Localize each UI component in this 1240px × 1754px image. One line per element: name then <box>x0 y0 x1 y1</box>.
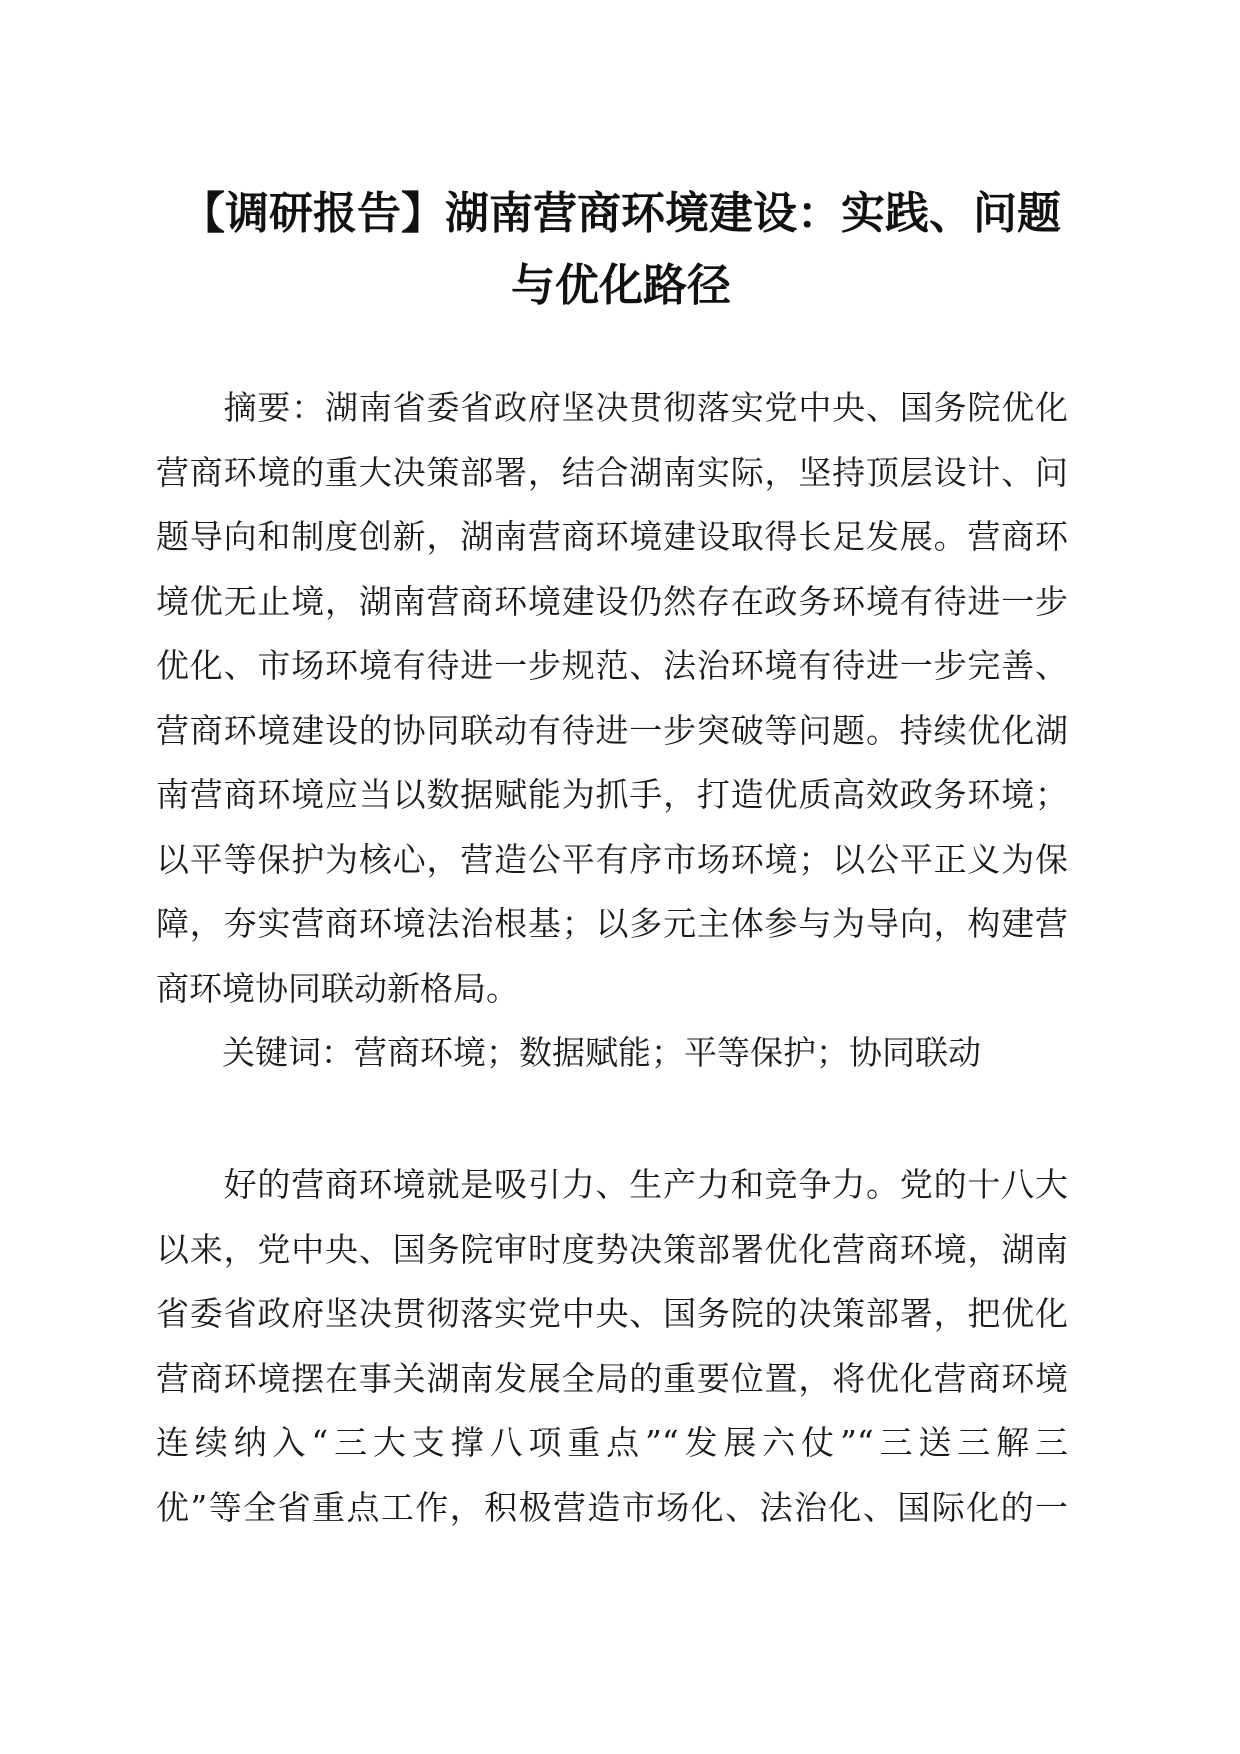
abstract-line: 境优无止境，湖南营商环境建设仍然存在政务环境有待进一步 <box>156 581 1068 621</box>
abstract-line: 南营商环境应当以数据赋能为抓手，打造优质高效政务环境； <box>156 775 1068 814</box>
keywords-line: 关键词：营商环境；数据赋能；平等保护；协同联动 <box>156 1033 981 1072</box>
document-title <box>150 178 1092 322</box>
title-line: 【调研报告】湖南营商环境建设：实践、问题 <box>181 188 1061 239</box>
abstract-line: 以平等保护为核心，营造公平有序市场环境；以公平正义为保 <box>156 839 1068 879</box>
abstract-line: 优化、市场环境有待进一步规范、法治环境有待进一步完善、 <box>156 646 1068 685</box>
intro-line: 优”等全省重点工作，积极营造市场化、法治化、国际化的一 <box>156 1487 1068 1527</box>
abstract-line: 营商环境建设的协同联动有待进一步突破等问题。持续优化湖 <box>156 710 1068 750</box>
intro-paragraph <box>156 1153 1068 1540</box>
intro-line: 连续纳入“三大支撑八项重点”“发展六仗”“三送三解三 <box>156 1423 1068 1462</box>
intro-line: 营商环境摆在事关湖南发展全局的重要位置，将优化营商环境 <box>156 1358 1068 1398</box>
keywords-paragraph <box>156 1021 1068 1086</box>
intro-line: 以来，党中央、国务院审时度势决策部署优化营商环境，湖南 <box>156 1229 1068 1269</box>
abstract-line: 障，夯实营商环境法治根基；以多元主体参与为导向，构建营 <box>156 904 1068 943</box>
abstract-paragraph <box>156 376 1068 1021</box>
abstract-line: 商环境协同联动新格局。 <box>156 968 519 1008</box>
title-line: 与优化路径 <box>511 260 731 311</box>
intro-line: 好的营商环境就是吸引力、生产力和竞争力。党的十八大 <box>156 1165 1068 1204</box>
abstract-line: 摘要：湖南省委省政府坚决贯彻落实党中央、国务院优化 <box>156 388 1068 427</box>
intro-line: 省委省政府坚决贯彻落实党中央、国务院的决策部署，把优化 <box>156 1294 1068 1333</box>
abstract-line: 题导向和制度创新，湖南营商环境建设取得长足发展。营商环 <box>156 517 1068 556</box>
abstract-line: 营商环境的重大决策部署，结合湖南实际，坚持顶层设计、问 <box>156 452 1068 492</box>
